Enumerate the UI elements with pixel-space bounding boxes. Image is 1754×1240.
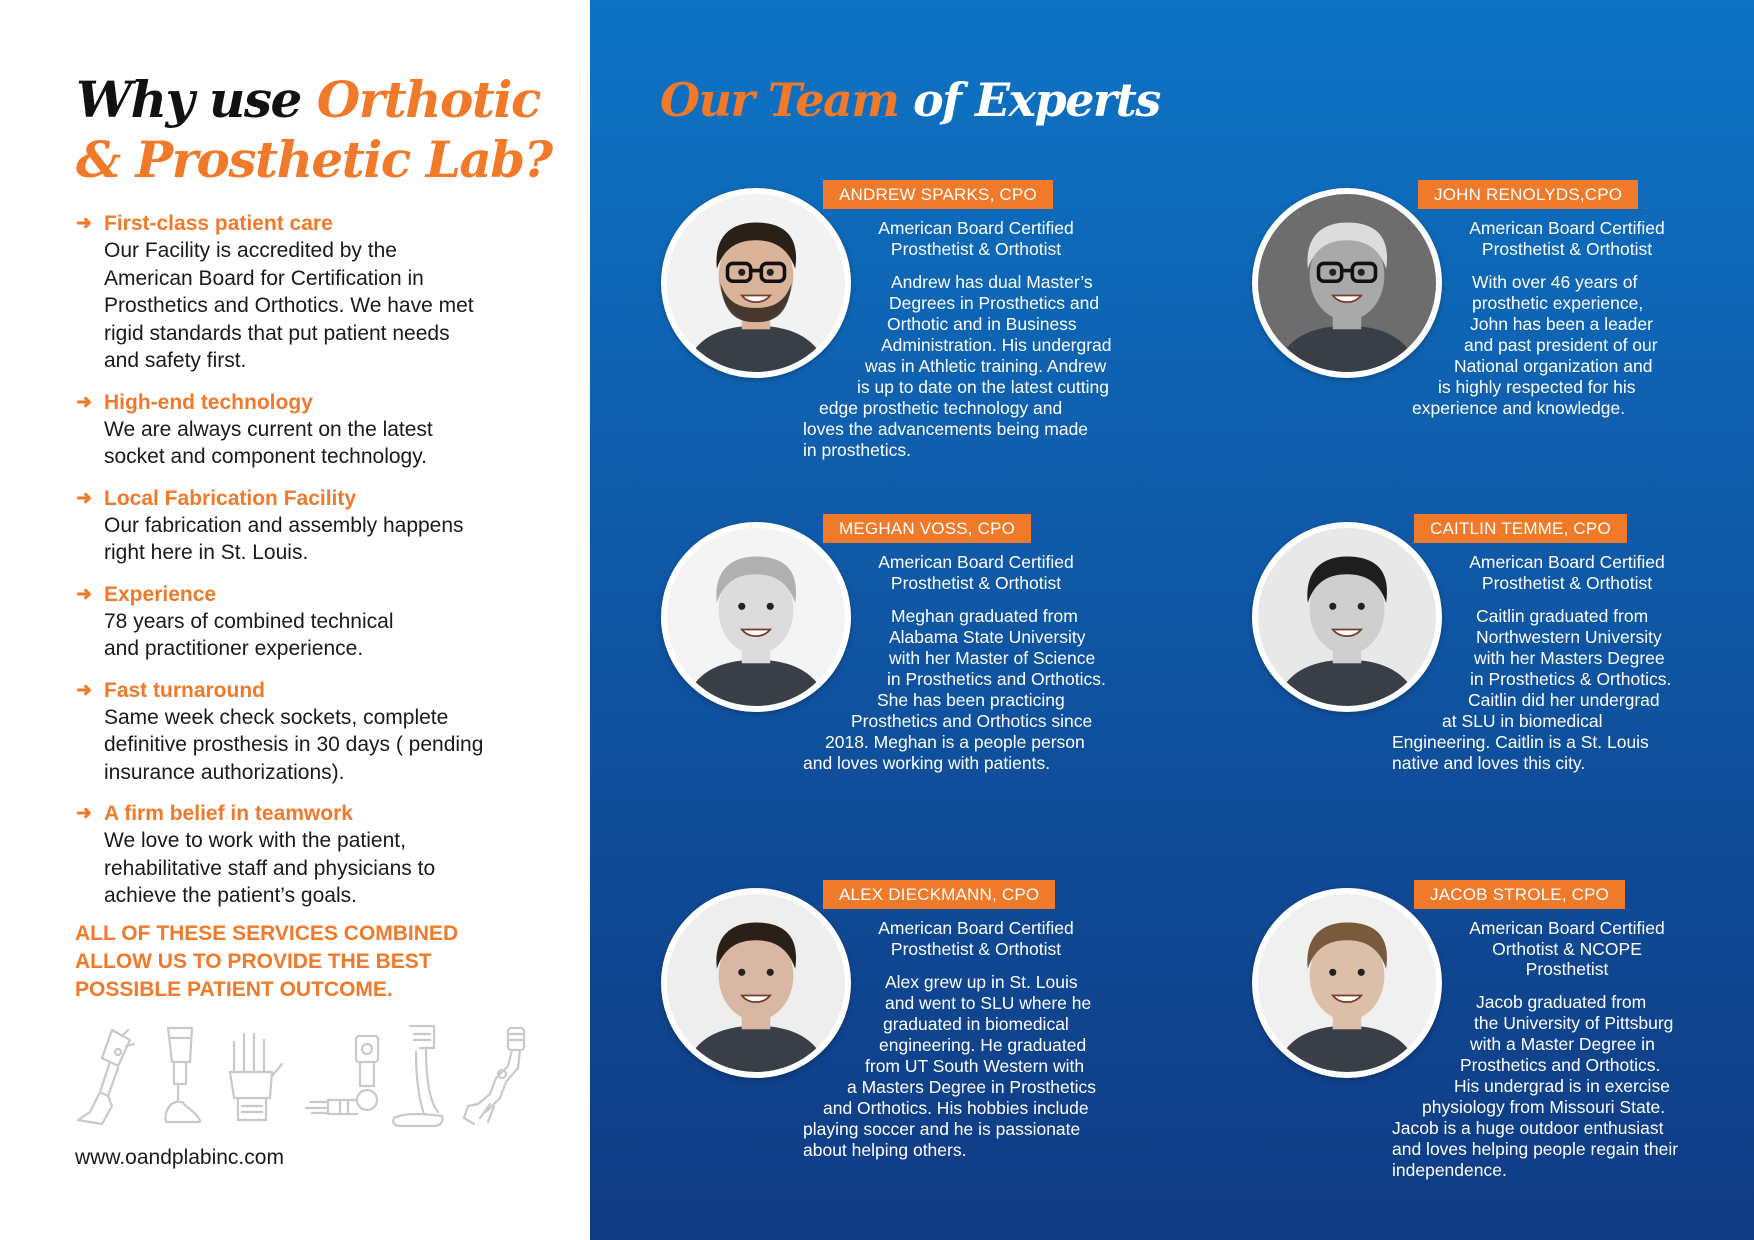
team-member-card — [1252, 180, 1754, 480]
bio-line: engineering. He graduated — [879, 1035, 1087, 1055]
reason-line: achieve the patient’s goals. — [104, 884, 357, 907]
bio-line: She has been practicing — [877, 690, 1065, 710]
member-credential — [866, 218, 1086, 259]
bio-line: in Prosthetics and Orthotics. — [887, 669, 1106, 689]
team-member-card — [661, 880, 1181, 1180]
bio-line: edge prosthetic technology and — [819, 398, 1063, 418]
member-credential — [866, 552, 1086, 593]
reason-line: We are always current on the latest — [104, 417, 433, 441]
credential-line: American Board Certified — [1469, 218, 1665, 238]
bio-line: playing soccer and he is passionate — [803, 1119, 1081, 1139]
member-name-badge: JOHN RENOLYDS,CPO — [1418, 180, 1638, 209]
reason-heading: A firm belief in teamwork — [104, 802, 353, 825]
reason-body — [104, 512, 546, 567]
member-name-badge: MEGHAN VOSS, CPO — [823, 514, 1031, 543]
portrait-eye-right — [1358, 969, 1365, 976]
reason-heading: Fast turnaround — [104, 678, 265, 702]
arrow-right-icon: ➜ — [76, 213, 92, 234]
member-credential — [1457, 218, 1677, 259]
bio-line: His undergrad is in exercise — [1454, 1076, 1670, 1096]
title-accent-1: Orthotic — [316, 70, 540, 129]
bio-line: Alex grew up in St. Louis — [885, 972, 1078, 992]
credential-line: Prosthetist & Orthotist — [1481, 238, 1653, 259]
bio-line: was in Athletic training. Andrew — [865, 356, 1107, 376]
reason-line: American Board for Certification in — [104, 266, 424, 290]
reason-line: rigid standards that put patient needs — [104, 321, 450, 345]
reason-line: Prosthetics and Orthotics. We have met — [104, 294, 474, 317]
reason-body — [104, 608, 546, 663]
prosthetics-icons-row — [72, 1022, 532, 1132]
portrait-eye-right — [1358, 269, 1365, 276]
bio-line: Alabama State University — [889, 627, 1086, 647]
bio-line: Prosthetics and Orthotics since — [851, 711, 1093, 731]
portrait-eye-right — [767, 269, 774, 276]
member-name-badge: JACOB STROLE, CPO — [1414, 880, 1625, 909]
bio-line: in Prosthetics & Orthotics. — [1470, 669, 1672, 689]
bio-line: and loves working with patients. — [803, 753, 1051, 773]
bio-line: is highly respected for his — [1438, 377, 1636, 397]
bio-line: With over 46 years of — [1472, 272, 1638, 292]
bio-line: with her Master of Science — [889, 648, 1096, 668]
reason-body — [104, 237, 546, 375]
bio-line: independence. — [1392, 1160, 1507, 1180]
bio-line: about helping others. — [803, 1140, 967, 1160]
team-member-card — [1252, 880, 1754, 1180]
bio-line: and loves helping people regain their — [1392, 1139, 1679, 1159]
credential-line: Prosthetist & Orthotist — [890, 238, 1062, 259]
reason-body — [104, 416, 546, 471]
reason-line: rehabilitative staff and physicians to — [104, 856, 436, 880]
bio-line: loves the advancements being made — [803, 419, 1089, 439]
arrow-right-icon: ➜ — [76, 487, 92, 509]
bio-line: John has been a leader — [1470, 314, 1653, 334]
reason-line: 78 years of combined technical — [104, 609, 394, 633]
prosthetic-leg-icon — [78, 1030, 134, 1124]
reason-item — [76, 485, 546, 567]
bio-line: Engineering. Caitlin is a St. Louis — [1392, 732, 1649, 752]
member-bio — [1392, 606, 1722, 774]
combined-line: POSSIBLE PATIENT OUTCOME. — [75, 978, 393, 1001]
bio-line: Administration. His undergrad — [881, 335, 1112, 355]
title-accent-2: & Prosthetic Lab? — [76, 130, 552, 189]
portrait-eye-right — [767, 603, 774, 610]
bio-line: graduated in biomedical — [883, 1014, 1069, 1034]
bio-line: the University of Pittsburg — [1474, 1013, 1674, 1033]
why-use-title — [76, 70, 552, 190]
credential-line: Orthotist & NCOPE — [1492, 938, 1642, 959]
portrait-eye-left — [1329, 603, 1336, 610]
team-title — [660, 70, 1160, 130]
portrait-eye-left — [1329, 969, 1336, 976]
website-link[interactable]: www.oandplabinc.com — [75, 1146, 284, 1169]
portrait-eye-left — [1329, 269, 1336, 276]
bio-line: Jacob graduated from — [1476, 992, 1647, 1012]
bio-line: Northwestern University — [1476, 627, 1662, 647]
credential-line: American Board Certified — [1469, 552, 1665, 572]
member-name-badge: ANDREW SPARKS, CPO — [823, 180, 1053, 209]
bio-line: with her Masters Degree — [1474, 648, 1665, 668]
bio-line: National organization and — [1454, 356, 1653, 376]
bio-line: Andrew has dual Master’s — [891, 272, 1093, 292]
credential-line: Prosthetist & Orthotist — [1481, 572, 1653, 593]
bio-line: 2018. Meghan is a people person — [825, 732, 1085, 752]
reason-heading: Experience — [104, 582, 217, 606]
team-member-card — [1252, 514, 1754, 814]
arrow-right-icon: ➜ — [76, 391, 92, 413]
foot-orthosis-icon — [393, 1026, 442, 1126]
reason-body — [104, 827, 546, 910]
reason-line: right here in St. Louis. — [104, 541, 309, 564]
reason-line: socket and component technology. — [104, 445, 427, 468]
bio-line: Degrees in Prosthetics and — [889, 293, 1100, 313]
member-name-badge: ALEX DIECKMANN, CPO — [823, 880, 1055, 909]
bio-line: native and loves this city. — [1392, 753, 1586, 773]
credential-line: Prosthetist & Orthotist — [890, 572, 1062, 593]
member-bio — [801, 272, 1131, 461]
member-bio — [1392, 992, 1722, 1181]
credential-line: Prosthetist — [1525, 959, 1609, 979]
portrait-eye-left — [738, 269, 745, 276]
title-plain: Why use — [76, 70, 317, 129]
bionic-arm-icon — [464, 1028, 524, 1124]
bio-line: and past president of our — [1464, 335, 1658, 355]
reason-heading: Local Fabrication Facility — [104, 486, 357, 510]
arrow-right-icon: ➜ — [76, 583, 92, 605]
reasons-list — [76, 210, 546, 924]
bio-line: Prosthetics and Orthotics. — [1460, 1055, 1661, 1075]
member-bio — [801, 972, 1131, 1161]
bio-line: experience and knowledge. — [1412, 398, 1626, 418]
reason-line: Our Facility is accredited by the — [104, 239, 397, 262]
bio-line: Caitlin graduated from — [1476, 606, 1649, 626]
credential-line: American Board Certified — [878, 552, 1074, 572]
member-credential — [866, 918, 1086, 959]
portrait-eye-right — [1358, 603, 1365, 610]
reason-item — [76, 389, 546, 471]
arrow-right-icon: ➜ — [76, 803, 92, 824]
bio-line: Jacob is a huge outdoor enthusiast — [1392, 1118, 1664, 1138]
team-title-accent: Our Team — [660, 73, 899, 127]
bio-line: and Orthotics. His hobbies include — [823, 1098, 1089, 1118]
member-name-badge: CAITLIN TEMME, CPO — [1414, 514, 1627, 543]
prosthetic-hand-icon — [230, 1034, 282, 1120]
reason-item — [76, 210, 546, 375]
combined-line: ALLOW US TO PROVIDE THE BEST — [75, 950, 432, 973]
bio-line: and went to SLU where he — [885, 993, 1092, 1013]
reason-item — [76, 581, 546, 663]
bio-line: a Masters Degree in Prosthetics — [847, 1077, 1096, 1097]
credential-line: Prosthetist & Orthotist — [890, 938, 1062, 959]
reason-item — [76, 677, 546, 787]
services-combined-statement — [75, 920, 545, 1004]
bio-line: Caitlin did her undergrad — [1468, 690, 1660, 710]
reason-heading: First-class patient care — [104, 212, 333, 235]
member-bio — [1392, 272, 1722, 419]
robotic-arm-icon — [306, 1036, 378, 1114]
bio-line: Orthotic and in Business — [887, 314, 1077, 334]
reason-line: definitive prosthesis in 30 days ( pending — [104, 733, 484, 756]
member-credential — [1457, 918, 1677, 980]
reason-body — [104, 704, 546, 787]
credential-line: American Board Certified — [878, 918, 1074, 938]
reason-line: Same week check sockets, complete — [104, 705, 449, 729]
bio-line: from UT South Western with — [865, 1056, 1085, 1076]
combined-line: ALL OF THESE SERVICES COMBINED — [75, 922, 459, 945]
bio-line: physiology from Missouri State. — [1422, 1097, 1666, 1117]
bio-line: in prosthetics. — [803, 440, 911, 460]
bio-line: with a Master Degree in — [1470, 1034, 1655, 1054]
team-title-plain: of Experts — [898, 73, 1160, 127]
reason-line: Our fabrication and assembly happens — [104, 513, 464, 537]
reason-line: and safety first. — [104, 349, 247, 372]
reason-line: and practitioner experience. — [104, 637, 364, 660]
bio-line: prosthetic experience, — [1472, 293, 1644, 313]
bio-line: Meghan graduated from — [891, 606, 1078, 626]
below-knee-prosthesis-icon — [165, 1028, 200, 1122]
credential-line: American Board Certified — [1469, 918, 1665, 938]
arrow-right-icon: ➜ — [76, 679, 92, 701]
team-member-card — [661, 514, 1181, 814]
portrait-eye-left — [738, 603, 745, 610]
portrait-eye-left — [738, 969, 745, 976]
portrait-eye-right — [767, 969, 774, 976]
member-credential — [1457, 552, 1677, 593]
reason-line: We love to work with the patient, — [104, 829, 406, 852]
bio-line: is up to date on the latest cutting — [857, 377, 1109, 397]
bio-line: at SLU in biomedical — [1442, 711, 1603, 731]
reason-heading: High-end technology — [104, 390, 313, 414]
reason-item — [76, 800, 546, 910]
left-panel — [0, 0, 590, 1240]
member-bio — [801, 606, 1131, 774]
team-member-card — [661, 180, 1181, 480]
credential-line: American Board Certified — [878, 218, 1074, 238]
reason-line: insurance authorizations). — [104, 760, 345, 784]
